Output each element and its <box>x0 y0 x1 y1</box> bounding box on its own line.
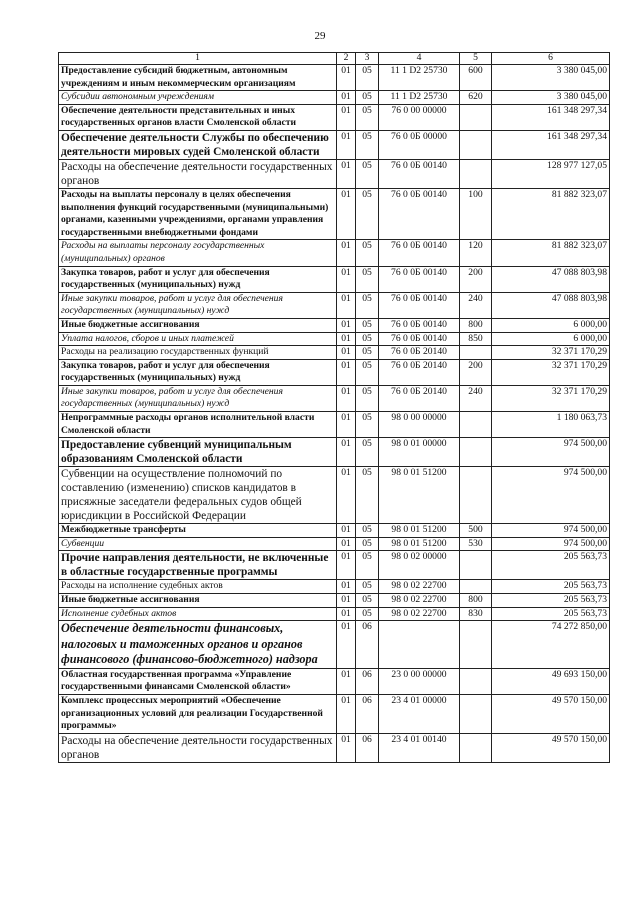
amount-cell: 49 693 150,00 <box>492 668 610 694</box>
amount-cell: 3 380 045,00 <box>492 65 610 91</box>
item-name-cell: Расходы на обеспечение деятельности государственных органов <box>59 159 337 188</box>
expense-type-cell: 830 <box>460 607 492 621</box>
amount-cell: 1 180 063,73 <box>492 412 610 438</box>
section-code-cell: 01 <box>337 694 356 733</box>
expense-type-cell <box>460 412 492 438</box>
item-name-cell: Закупка товаров, работ и услуг для обеспечения государственных (муниципальных) нужд <box>59 266 337 292</box>
item-name-cell: Иные бюджетные ассигнования <box>59 318 337 332</box>
table-row <box>59 467 610 524</box>
table-row <box>59 104 610 130</box>
expense-type-cell: 600 <box>460 65 492 91</box>
table-body <box>59 65 610 763</box>
expense-type-cell <box>460 668 492 694</box>
table-row <box>59 580 610 594</box>
section-code-cell: 01 <box>337 159 356 188</box>
subsection-code-cell: 06 <box>356 668 379 694</box>
expense-type-cell <box>460 159 492 188</box>
section-code-cell: 01 <box>337 332 356 346</box>
section-code-cell: 01 <box>337 104 356 130</box>
subsection-code-cell: 05 <box>356 188 379 239</box>
subsection-code-cell: 05 <box>356 159 379 188</box>
target-article-cell: 76 0 0Б 00140 <box>379 188 460 239</box>
target-article-cell: 98 0 02 22700 <box>379 594 460 608</box>
table-row <box>59 385 610 411</box>
target-article-cell: 98 0 02 22700 <box>379 607 460 621</box>
subsection-code-cell: 05 <box>356 607 379 621</box>
target-article-cell: 98 0 02 22700 <box>379 580 460 594</box>
column-header: 4 <box>379 53 460 65</box>
subsection-code-cell: 05 <box>356 438 379 467</box>
table-row <box>59 292 610 318</box>
section-code-cell: 01 <box>337 621 356 669</box>
subsection-code-cell: 05 <box>356 359 379 385</box>
amount-cell: 49 570 150,00 <box>492 694 610 733</box>
amount-cell: 974 500,00 <box>492 438 610 467</box>
expense-type-cell: 530 <box>460 537 492 551</box>
item-name-cell: Уплата налогов, сборов и иных платежей <box>59 332 337 346</box>
target-article-cell: 98 0 02 00000 <box>379 551 460 580</box>
table-row <box>59 594 610 608</box>
amount-cell: 81 882 323,07 <box>492 240 610 266</box>
target-article-cell: 98 0 01 00000 <box>379 438 460 467</box>
expense-type-cell <box>460 621 492 669</box>
item-name-cell: Обеспечение деятельности Службы по обеспечению деятельности мировых судей Смоленской области <box>59 130 337 159</box>
item-name-cell: Обеспечение деятельности финансовых, налоговых и таможенных органов и органов финансового (финансово-бюджетного) надзора <box>59 621 337 669</box>
amount-cell: 74 272 850,00 <box>492 621 610 669</box>
target-article-cell: 11 1 D2 25730 <box>379 91 460 105</box>
item-name-cell: Предоставление субсидий бюджетным, автономным учреждениям и иным некоммерческим организациям <box>59 65 337 91</box>
section-code-cell: 01 <box>337 346 356 360</box>
section-code-cell: 01 <box>337 580 356 594</box>
table-header-row <box>59 53 610 65</box>
amount-cell: 205 563,73 <box>492 607 610 621</box>
item-name-cell: Расходы на обеспечение деятельности государственных органов <box>59 733 337 762</box>
item-name-cell: Расходы на реализацию государственных функций <box>59 346 337 360</box>
amount-cell: 161 348 297,34 <box>492 130 610 159</box>
table-row <box>59 266 610 292</box>
amount-cell: 974 500,00 <box>492 524 610 538</box>
budget-table <box>58 52 610 763</box>
item-name-cell: Субвенции <box>59 537 337 551</box>
table-row <box>59 332 610 346</box>
item-name-cell: Расходы на выплаты персоналу государственных (муниципальных) органов <box>59 240 337 266</box>
amount-cell: 6 000,00 <box>492 318 610 332</box>
item-name-cell: Исполнение судебных актов <box>59 607 337 621</box>
item-name-cell: Областная государственная программа «Управление государственными финансами Смоленской области» <box>59 668 337 694</box>
section-code-cell: 01 <box>337 318 356 332</box>
table-row <box>59 537 610 551</box>
target-article-cell: 11 1 D2 25730 <box>379 65 460 91</box>
subsection-code-cell: 05 <box>356 318 379 332</box>
amount-cell: 47 088 803,98 <box>492 292 610 318</box>
subsection-code-cell: 05 <box>356 594 379 608</box>
target-article-cell: 98 0 01 51200 <box>379 467 460 524</box>
amount-cell: 81 882 323,07 <box>492 188 610 239</box>
item-name-cell: Межбюджетные трансферты <box>59 524 337 538</box>
item-name-cell: Обеспечение деятельности представительных и иных государственных органов власти Смоленской области <box>59 104 337 130</box>
target-article-cell: 23 0 00 00000 <box>379 668 460 694</box>
expense-type-cell <box>460 346 492 360</box>
subsection-code-cell: 05 <box>356 385 379 411</box>
subsection-code-cell: 05 <box>356 266 379 292</box>
section-code-cell: 01 <box>337 188 356 239</box>
section-code-cell: 01 <box>337 467 356 524</box>
target-article-cell: 76 0 0Б 00140 <box>379 240 460 266</box>
table-row <box>59 621 610 669</box>
subsection-code-cell: 05 <box>356 292 379 318</box>
section-code-cell: 01 <box>337 438 356 467</box>
table-row <box>59 159 610 188</box>
amount-cell: 161 348 297,34 <box>492 104 610 130</box>
table-row <box>59 346 610 360</box>
item-name-cell: Прочие направления деятельности, не включенные в областные государственные программы <box>59 551 337 580</box>
table-row <box>59 524 610 538</box>
item-name-cell: Иные закупки товаров, работ и услуг для обеспечения государственных (муниципальных) нужд <box>59 385 337 411</box>
item-name-cell: Закупка товаров, работ и услуг для обеспечения государственных (муниципальных) нужд <box>59 359 337 385</box>
amount-cell: 6 000,00 <box>492 332 610 346</box>
amount-cell: 205 563,73 <box>492 551 610 580</box>
subsection-code-cell: 05 <box>356 551 379 580</box>
page-number: 29 <box>314 30 326 42</box>
target-article-cell: 76 0 0Б 00000 <box>379 130 460 159</box>
subsection-code-cell: 05 <box>356 346 379 360</box>
expense-type-cell <box>460 551 492 580</box>
subsection-code-cell: 05 <box>356 412 379 438</box>
expense-type-cell <box>460 104 492 130</box>
expense-type-cell <box>460 438 492 467</box>
target-article-cell <box>379 621 460 669</box>
amount-cell: 205 563,73 <box>492 594 610 608</box>
target-article-cell: 76 0 0Б 00140 <box>379 292 460 318</box>
table-row <box>59 694 610 733</box>
target-article-cell: 76 0 0Б 00140 <box>379 266 460 292</box>
column-header: 3 <box>356 53 379 65</box>
subsection-code-cell: 05 <box>356 130 379 159</box>
expense-type-cell: 620 <box>460 91 492 105</box>
subsection-code-cell: 05 <box>356 467 379 524</box>
subsection-code-cell: 05 <box>356 104 379 130</box>
expense-type-cell: 200 <box>460 359 492 385</box>
amount-cell: 32 371 170,29 <box>492 385 610 411</box>
expense-type-cell <box>460 467 492 524</box>
amount-cell: 47 088 803,98 <box>492 266 610 292</box>
target-article-cell: 76 0 0Б 20140 <box>379 359 460 385</box>
amount-cell: 205 563,73 <box>492 580 610 594</box>
section-code-cell: 01 <box>337 733 356 762</box>
table-row <box>59 318 610 332</box>
item-name-cell: Иные бюджетные ассигнования <box>59 594 337 608</box>
expense-type-cell <box>460 733 492 762</box>
table-row <box>59 733 610 762</box>
target-article-cell: 76 0 00 00000 <box>379 104 460 130</box>
target-article-cell: 76 0 0Б 00140 <box>379 332 460 346</box>
subsection-code-cell: 05 <box>356 580 379 594</box>
column-header: 1 <box>59 53 337 65</box>
amount-cell: 974 500,00 <box>492 467 610 524</box>
target-article-cell: 98 0 01 51200 <box>379 524 460 538</box>
target-article-cell: 23 4 01 00140 <box>379 733 460 762</box>
subsection-code-cell: 05 <box>356 537 379 551</box>
table-row <box>59 65 610 91</box>
item-name-cell: Комплекс процессных мероприятий «Обеспечение организационных условий для реализации Государственной программы» <box>59 694 337 733</box>
section-code-cell: 01 <box>337 240 356 266</box>
expense-type-cell <box>460 694 492 733</box>
expense-type-cell <box>460 130 492 159</box>
subsection-code-cell: 06 <box>356 733 379 762</box>
section-code-cell: 01 <box>337 524 356 538</box>
table-row <box>59 188 610 239</box>
target-article-cell: 76 0 0Б 00140 <box>379 318 460 332</box>
expense-type-cell: 200 <box>460 266 492 292</box>
subsection-code-cell: 05 <box>356 332 379 346</box>
column-header: 6 <box>492 53 610 65</box>
table-row <box>59 438 610 467</box>
section-code-cell: 01 <box>337 385 356 411</box>
target-article-cell: 76 0 0Б 20140 <box>379 385 460 411</box>
expense-type-cell: 240 <box>460 385 492 411</box>
subsection-code-cell: 06 <box>356 694 379 733</box>
subsection-code-cell: 06 <box>356 621 379 669</box>
table-row <box>59 91 610 105</box>
item-name-cell: Субсидии автономным учреждениям <box>59 91 337 105</box>
section-code-cell: 01 <box>337 91 356 105</box>
amount-cell: 3 380 045,00 <box>492 91 610 105</box>
section-code-cell: 01 <box>337 65 356 91</box>
section-code-cell: 01 <box>337 359 356 385</box>
item-name-cell: Субвенции на осуществление полномочий по составлению (изменению) списков кандидатов в присяжные заседатели федеральных судов общей юрисдикции в Российской Федерации <box>59 467 337 524</box>
section-code-cell: 01 <box>337 266 356 292</box>
section-code-cell: 01 <box>337 551 356 580</box>
table-row <box>59 412 610 438</box>
target-article-cell: 23 4 01 00000 <box>379 694 460 733</box>
target-article-cell: 98 0 01 51200 <box>379 537 460 551</box>
section-code-cell: 01 <box>337 594 356 608</box>
section-code-cell: 01 <box>337 130 356 159</box>
item-name-cell: Расходы на выплаты персоналу в целях обеспечения выполнения функций государственными (муниципальными) органами, казенными учреждениями, органами управления государственными внебюджетными фондами <box>59 188 337 239</box>
subsection-code-cell: 05 <box>356 240 379 266</box>
amount-cell: 49 570 150,00 <box>492 733 610 762</box>
column-header: 2 <box>337 53 356 65</box>
section-code-cell: 01 <box>337 537 356 551</box>
expense-type-cell <box>460 580 492 594</box>
expense-type-cell: 120 <box>460 240 492 266</box>
item-name-cell: Иные закупки товаров, работ и услуг для обеспечения государственных (муниципальных) нужд <box>59 292 337 318</box>
table-row <box>59 359 610 385</box>
amount-cell: 128 977 127,05 <box>492 159 610 188</box>
subsection-code-cell: 05 <box>356 91 379 105</box>
table-row <box>59 130 610 159</box>
subsection-code-cell: 05 <box>356 524 379 538</box>
table-row <box>59 240 610 266</box>
column-header: 5 <box>460 53 492 65</box>
item-name-cell: Непрограммные расходы органов исполнительной власти Смоленской области <box>59 412 337 438</box>
expense-type-cell: 800 <box>460 318 492 332</box>
item-name-cell: Предоставление субвенций муниципальным образованиям Смоленской области <box>59 438 337 467</box>
amount-cell: 974 500,00 <box>492 537 610 551</box>
section-code-cell: 01 <box>337 607 356 621</box>
section-code-cell: 01 <box>337 668 356 694</box>
section-code-cell: 01 <box>337 292 356 318</box>
subsection-code-cell: 05 <box>356 65 379 91</box>
item-name-cell: Расходы на исполнение судебных актов <box>59 580 337 594</box>
table-row <box>59 668 610 694</box>
expense-type-cell: 240 <box>460 292 492 318</box>
expense-type-cell: 850 <box>460 332 492 346</box>
section-code-cell: 01 <box>337 412 356 438</box>
expense-type-cell: 800 <box>460 594 492 608</box>
target-article-cell: 76 0 0Б 20140 <box>379 346 460 360</box>
expense-type-cell: 500 <box>460 524 492 538</box>
table-row <box>59 607 610 621</box>
amount-cell: 32 371 170,29 <box>492 359 610 385</box>
target-article-cell: 76 0 0Б 00140 <box>379 159 460 188</box>
table-row <box>59 551 610 580</box>
amount-cell: 32 371 170,29 <box>492 346 610 360</box>
target-article-cell: 98 0 00 00000 <box>379 412 460 438</box>
expense-type-cell: 100 <box>460 188 492 239</box>
